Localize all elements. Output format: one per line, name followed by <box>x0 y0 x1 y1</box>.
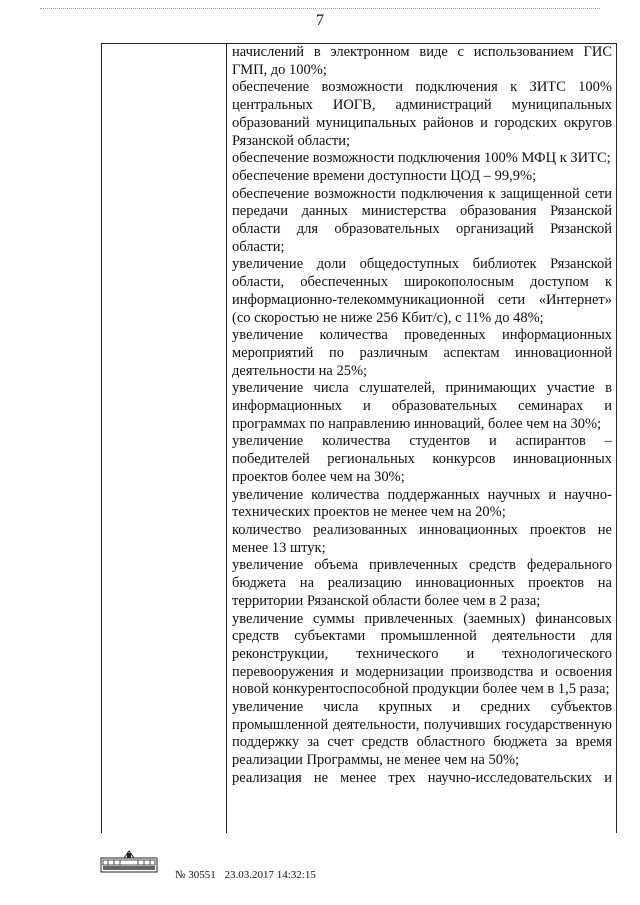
paragraph: увеличение суммы привлеченных (заемных) финансовых средств субъектами промышленной деятельности для реконструкции, технического и технологического перевооружения и модернизации производства и освоения новой конкурентоспособной продукции более чем в 1,5 раза; <box>232 610 612 698</box>
paragraph: увеличение количества проведенных информационных мероприятий по различным аспектам инновационной деятельности на 25%; <box>232 327 612 379</box>
paragraph: начислений в электронном виде с использованием ГИС ГМП, до 100%; <box>232 44 612 78</box>
paragraph: увеличение объема привлеченных средств федерального бюджета на реализацию инновационных проектов на территории Рязанской области более чем в 2 раза; <box>232 557 612 609</box>
paragraph: количество реализованных инновационных проектов не менее 13 штук; <box>232 521 612 556</box>
paragraph: обеспечение возможности подключения к ЗИТС 100% центральных ИОГВ, администраций муниципальных образований муниципальных районов и городских округов Рязанской области; <box>232 79 612 149</box>
paragraph: обеспечение времени доступности ЦОД – 99,9%; <box>232 167 537 184</box>
paragraph: обеспечение возможности подключения к защищенной сети передачи данных министерства образования Рязанской области для образовательных организаций Рязанской области; <box>232 185 612 255</box>
document-footer <box>175 868 316 882</box>
paragraph: увеличение числа крупных и средних субъектов промышленной деятельности, получивших государственную поддержку за счет средств областного бюджета за время реализации Программы, не менее чем на 50%; <box>232 699 612 769</box>
paragraph: увеличение числа слушателей, принимающих участие в информационных и образовательных семинарах и программах по направлению инноваций, более чем на 30%; <box>232 380 612 432</box>
table-cell-content <box>232 44 612 788</box>
document-timestamp: 23.03.2017 14:32:15 <box>224 869 316 881</box>
document-number: № 30551 <box>175 869 216 881</box>
paragraph: увеличение доли общедоступных библиотек Рязанской области, обеспеченных широкополосным доступом к информационно-телекоммуникационной сети «Интернет» (со скоростью не ниже 256 Кбит/с), с 11% до 48%; <box>232 256 612 326</box>
top-scan-line <box>40 8 600 9</box>
paragraph: увеличение количества поддержанных научных и научно-технических проектов не менее чем на 20%; <box>232 486 612 521</box>
paragraph: увеличение количества студентов и аспирантов – победителей региональных конкурсов инновационных проектов более чем на 30%; <box>232 433 612 485</box>
column-divider <box>226 43 227 833</box>
government-stamp-icon <box>100 849 158 873</box>
paragraph: реализация не менее трех научно-исследовательских и <box>232 769 612 786</box>
paragraph: обеспечение возможности подключения 100% МФЦ к ЗИТС; <box>232 150 611 167</box>
page-number: 7 <box>316 12 324 29</box>
